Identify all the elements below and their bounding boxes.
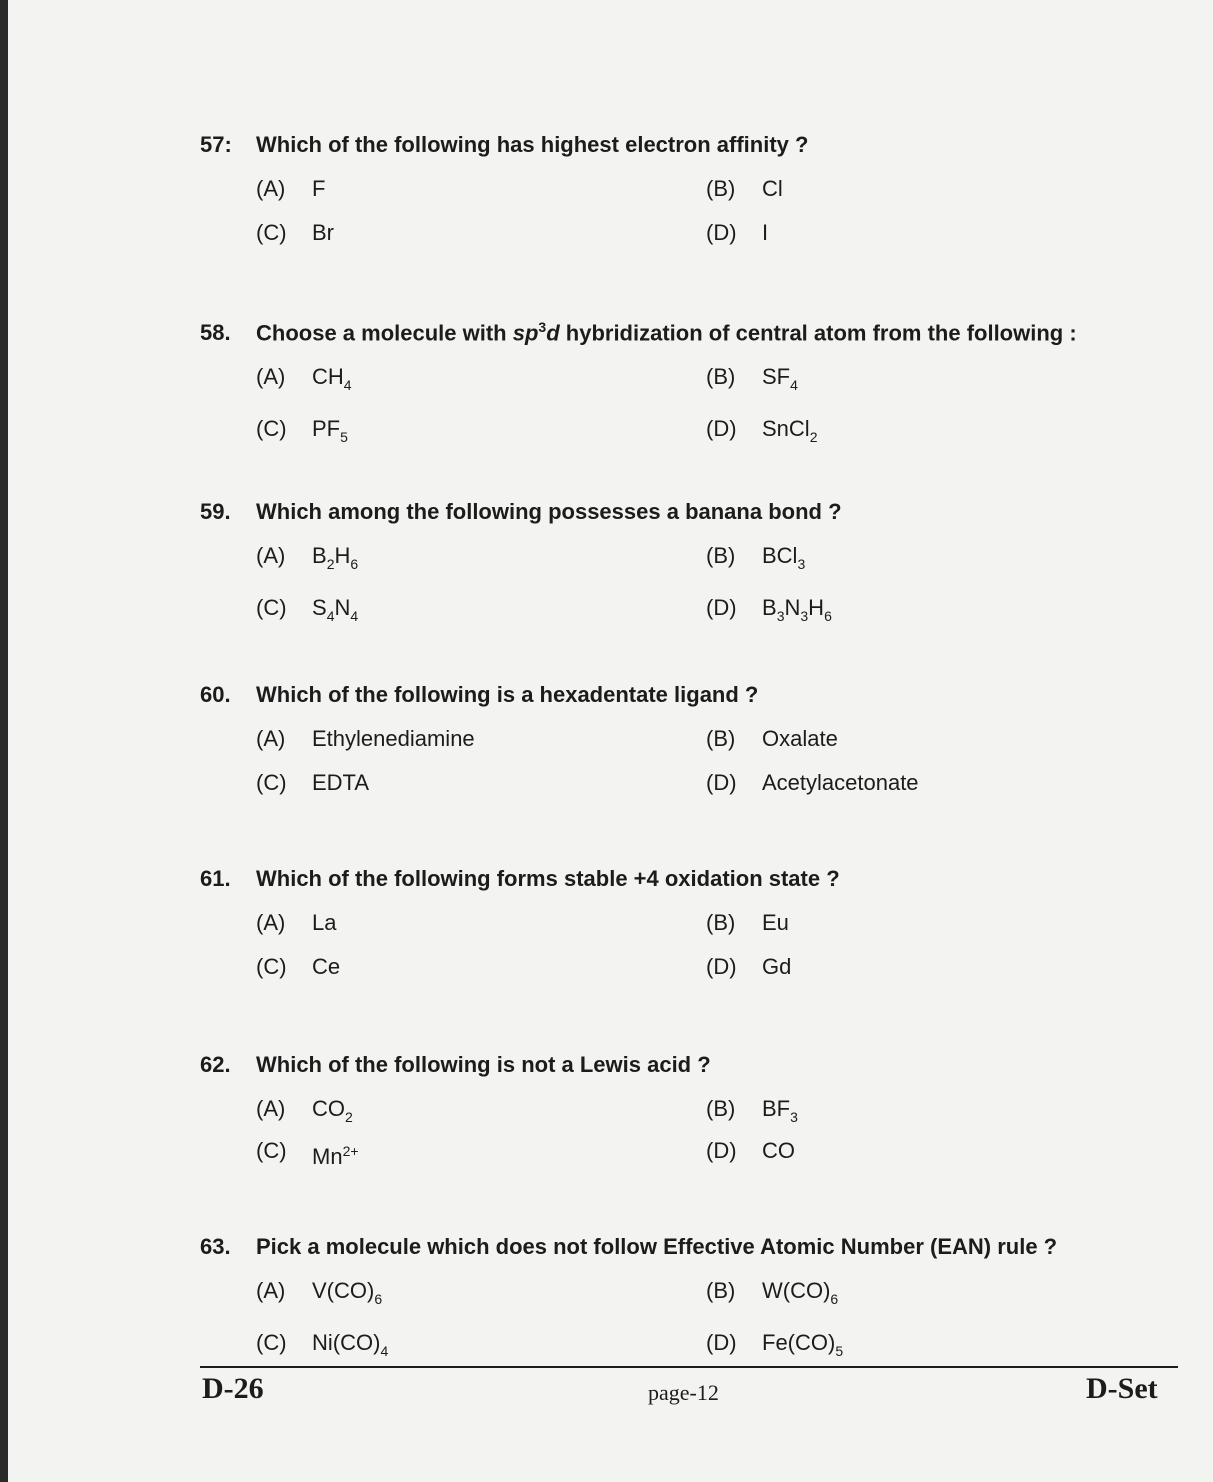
option-b: (B) BCl$_3$ bbox=[706, 543, 806, 572]
question-60 bbox=[200, 680, 1180, 798]
question-text: Which of the following is not a Lewis acid ? bbox=[256, 1052, 711, 1077]
option-d: (D) SnCl$_2$ bbox=[706, 416, 818, 446]
question-text: Which of the following forms stable +4 oxidation state ? bbox=[256, 866, 840, 891]
question-text: Which of the following is a hexadentate ligand ? bbox=[256, 682, 759, 707]
question-63 bbox=[200, 1232, 1180, 1366]
question-58 bbox=[200, 312, 1180, 452]
option-d: (D) CO bbox=[706, 1138, 795, 1163]
option-d: (D) Acetylacetonate bbox=[706, 770, 919, 795]
option-a: (A) F bbox=[256, 176, 326, 201]
question-text: Choose a molecule with $sp^3d$ hybridization of central atom from the following : bbox=[256, 319, 1077, 346]
question-59 bbox=[200, 497, 1180, 631]
option-b: (B) Oxalate bbox=[706, 726, 838, 751]
question-number: 57: bbox=[200, 132, 232, 157]
option-c: (C) $Ni(CO)_4$ bbox=[256, 1330, 389, 1359]
option-d: (D) $Fe(CO)_5$ bbox=[706, 1330, 844, 1359]
option-c: (C) $PF_5$ bbox=[256, 416, 348, 446]
option-a: (A) Ethylenediamine bbox=[256, 726, 475, 751]
option-a: (A) $CH_4$ bbox=[256, 364, 352, 394]
booklet-code: D-26 bbox=[202, 1372, 264, 1405]
set-label: D-Set bbox=[1086, 1372, 1158, 1405]
option-a: (A) La bbox=[256, 910, 337, 935]
option-b: (B) $SF_4$ bbox=[706, 364, 798, 394]
option-d: (D) I bbox=[706, 220, 769, 245]
option-c: (C) Ce bbox=[256, 954, 341, 979]
option-c: (C) $Mn^{2+}$ bbox=[256, 1138, 359, 1169]
question-text: Which of the following has highest electron affinity ? bbox=[256, 132, 809, 157]
question-57 bbox=[200, 130, 1180, 248]
question-number: 61. bbox=[200, 866, 231, 891]
question-text: Pick a molecule which does not follow Effective Atomic Number (EAN) rule ? bbox=[256, 1234, 1058, 1259]
option-a: (A) $B_2H_6$ bbox=[256, 543, 359, 572]
option-b: (B) Eu bbox=[706, 910, 789, 935]
option-b: (B) Cl bbox=[706, 176, 783, 201]
option-d: (D) $B_3N_3H_6$ bbox=[706, 595, 832, 624]
question-number: 60. bbox=[200, 682, 231, 707]
option-b: (B) $BF_3$ bbox=[706, 1096, 798, 1125]
page-edge bbox=[0, 0, 8, 1482]
option-c: (C) $S_4N_4$ bbox=[256, 595, 359, 624]
option-c: (C) Br bbox=[256, 220, 334, 245]
question-number: 59. bbox=[200, 499, 231, 524]
question-number: 63. bbox=[200, 1234, 231, 1259]
option-c: (C) EDTA bbox=[256, 770, 370, 795]
question-62 bbox=[200, 1050, 1180, 1172]
option-b: (B) $W(CO)_6$ bbox=[706, 1278, 839, 1307]
page-number: page-12 bbox=[648, 1380, 719, 1405]
question-number: 58. bbox=[200, 320, 231, 346]
option-a: (A) $CO_2$ bbox=[256, 1096, 353, 1125]
question-61 bbox=[200, 864, 1180, 982]
option-a: (A) $V(CO)_6$ bbox=[256, 1278, 383, 1307]
question-text: Which among the following possesses a banana bond ? bbox=[256, 499, 842, 524]
footer-divider bbox=[200, 1366, 1178, 1368]
option-d: (D) Gd bbox=[706, 954, 792, 979]
question-number: 62. bbox=[200, 1052, 231, 1077]
